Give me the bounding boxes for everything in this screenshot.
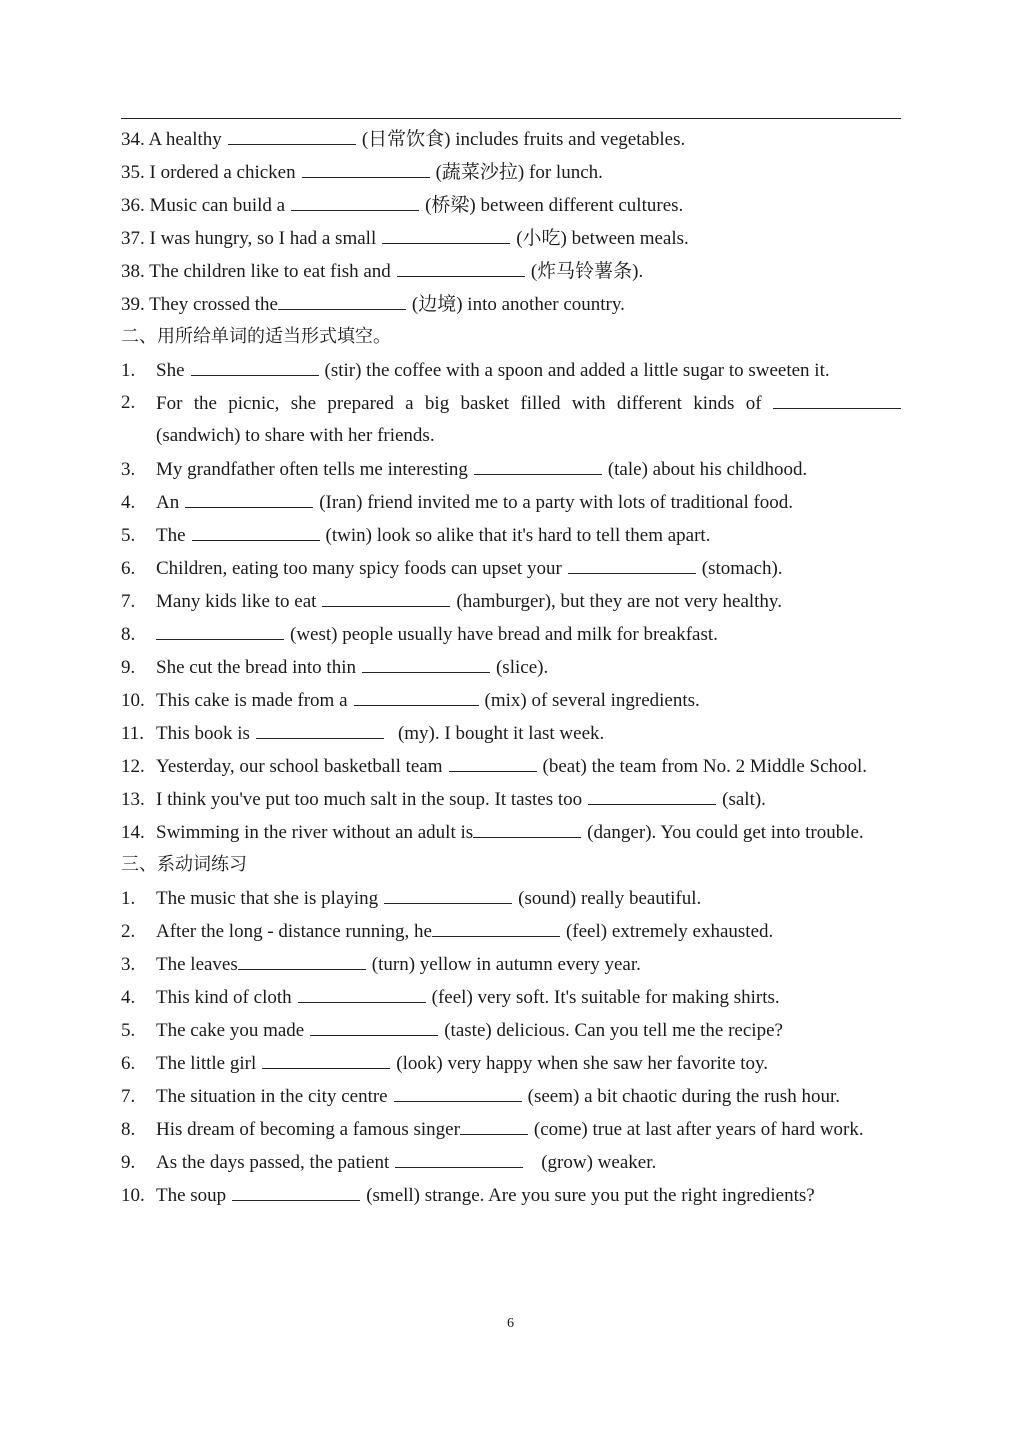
- question-number: 5.: [121, 525, 136, 546]
- question-37: [121, 226, 911, 251]
- word: basket: [460, 393, 510, 414]
- question-number: 10.: [121, 690, 145, 711]
- question-39: [121, 292, 911, 317]
- s3-question-4: [121, 985, 911, 1010]
- question-text: The little girl: [156, 1053, 257, 1074]
- answer-blank[interactable]: [397, 259, 525, 277]
- s3-question-10: [121, 1183, 911, 1208]
- page-number: 6: [507, 1316, 514, 1331]
- question-text: She: [156, 360, 185, 381]
- answer-blank[interactable]: [432, 919, 560, 937]
- question-text: This cake is made from a: [156, 690, 348, 711]
- question-number: 37.: [121, 228, 145, 249]
- s3-question-9: [121, 1150, 911, 1175]
- s2-question-8: [121, 622, 911, 647]
- question-number: 35.: [121, 162, 145, 183]
- answer-blank[interactable]: [232, 1183, 360, 1201]
- s3-question-6: [121, 1051, 911, 1076]
- question-number: 2.: [121, 921, 136, 942]
- answer-blank[interactable]: [588, 787, 716, 805]
- word: different: [616, 393, 682, 414]
- word: big: [424, 393, 450, 414]
- s3-question-2: [121, 919, 911, 944]
- question-text: This kind of cloth: [156, 987, 292, 1008]
- question-text: (grow) weaker.: [541, 1152, 657, 1173]
- question-text: An: [156, 492, 180, 513]
- question-number: 9.: [121, 1152, 136, 1173]
- question-text: She cut the bread into thin: [156, 657, 356, 678]
- word: with: [571, 393, 606, 414]
- s3-question-5: [121, 1018, 911, 1043]
- s2-question-4: [121, 490, 911, 515]
- s2-question-13: [121, 787, 911, 812]
- question-number: 6.: [121, 558, 136, 579]
- question-text: Yesterday, our school basketball team: [156, 756, 443, 777]
- question-text: I was hungry, so I had a small: [149, 228, 377, 249]
- question-hint: (日常饮食) includes fruits and vegetables.: [361, 129, 686, 150]
- question-number: 8.: [121, 1119, 136, 1140]
- word: picnic,: [228, 393, 280, 414]
- s2-question-11: [121, 721, 911, 746]
- question-text: After the long - distance running, he: [156, 921, 432, 942]
- question-number: 38.: [121, 261, 145, 282]
- answer-blank[interactable]: [256, 721, 384, 739]
- answer-blank[interactable]: [362, 655, 490, 673]
- question-text: (my). I bought it last week.: [397, 723, 605, 744]
- answer-blank[interactable]: [568, 556, 696, 574]
- word: filled: [520, 393, 561, 414]
- question-text: (tale) about his childhood.: [607, 459, 808, 480]
- question-number: 4.: [121, 987, 136, 1008]
- answer-blank[interactable]: [191, 358, 319, 376]
- answer-blank[interactable]: [394, 1084, 522, 1102]
- word: the: [193, 393, 217, 414]
- question-text: (danger). You could get into trouble.: [587, 822, 864, 843]
- question-text: [156, 391, 901, 416]
- s2-question-2: [121, 391, 901, 416]
- question-number: 11.: [121, 723, 145, 744]
- s2-question-10: [121, 688, 911, 713]
- question-number: 10.: [121, 1185, 145, 1206]
- question-number: 8.: [121, 624, 136, 645]
- question-text: (hamburger), but they are not very healthy.: [456, 591, 782, 612]
- question-hint: (桥梁) between different cultures.: [425, 195, 684, 216]
- question-text: The soup: [156, 1185, 227, 1206]
- answer-blank[interactable]: [460, 1117, 528, 1135]
- answer-blank[interactable]: [473, 820, 581, 838]
- s2-question-6: [121, 556, 911, 581]
- question-text: The situation in the city centre: [156, 1086, 388, 1107]
- question-number: 5.: [121, 1020, 136, 1041]
- question-number: 9.: [121, 657, 136, 678]
- s3-question-3: [121, 952, 911, 977]
- question-text: (feel) very soft. It's suitable for making shirts.: [431, 987, 780, 1008]
- answer-blank[interactable]: [291, 193, 419, 211]
- question-34: [121, 127, 911, 152]
- question-text: (sound) really beautiful.: [518, 888, 702, 909]
- question-number: 1.: [121, 888, 136, 909]
- question-text: (turn) yellow in autumn every year.: [371, 954, 641, 975]
- top-rule: [121, 118, 901, 119]
- question-text: This book is: [156, 723, 250, 744]
- question-text: (slice).: [495, 657, 549, 678]
- answer-blank[interactable]: [278, 292, 406, 310]
- question-text: (beat) the team from No. 2 Middle School.: [542, 756, 868, 777]
- question-number: 7.: [121, 591, 136, 612]
- question-hint: (边境) into another country.: [411, 294, 625, 315]
- s2-question-9: [121, 655, 911, 680]
- question-number: 14.: [121, 822, 145, 843]
- s2-question-5: [121, 523, 911, 548]
- question-number: 3.: [121, 459, 136, 480]
- answer-blank[interactable]: [773, 391, 901, 409]
- question-number: 1.: [121, 360, 136, 381]
- question-number: 34.: [121, 129, 145, 150]
- answer-blank[interactable]: [449, 754, 537, 772]
- s2-question-12: [121, 754, 911, 779]
- question-number: 7.: [121, 1086, 136, 1107]
- answer-blank[interactable]: [474, 457, 602, 475]
- s2-question-14: [121, 820, 911, 845]
- question-number: 13.: [121, 789, 145, 810]
- answer-blank[interactable]: [238, 952, 366, 970]
- question-text: (seem) a bit chaotic during the rush hour.: [527, 1086, 840, 1107]
- word: prepared: [327, 393, 394, 414]
- s3-question-1: [121, 886, 911, 911]
- question-text: Many kids like to eat: [156, 591, 317, 612]
- word: a: [405, 393, 414, 414]
- question-text: His dream of becoming a famous singer: [156, 1119, 460, 1140]
- question-text: (mix) of several ingredients.: [484, 690, 700, 711]
- question-text: (Iran) friend invited me to a party with lots of traditional food.: [319, 492, 794, 513]
- question-text: I ordered a chicken: [149, 162, 296, 183]
- question-text: (look) very happy when she saw her favorite toy.: [396, 1053, 769, 1074]
- question-number: 3.: [121, 954, 136, 975]
- question-text: Swimming in the river without an adult is: [156, 822, 474, 843]
- answer-blank[interactable]: [395, 1150, 523, 1168]
- question-number: 4.: [121, 492, 136, 513]
- question-text: The: [156, 525, 186, 546]
- answer-blank[interactable]: [302, 160, 430, 178]
- question-36: [121, 193, 911, 218]
- question-text: They crossed the: [149, 294, 278, 315]
- question-text: (twin) look so alike that it's hard to tell them apart.: [325, 525, 711, 546]
- question-text: (stomach).: [701, 558, 783, 579]
- question-text: The leaves: [156, 954, 238, 975]
- question-text: (smell) strange. Are you sure you put the right ingredients?: [366, 1185, 815, 1206]
- answer-blank[interactable]: [384, 886, 512, 904]
- question-text: My grandfather often tells me interesting: [156, 459, 468, 480]
- question-text: Children, eating too many spicy foods can upset your: [156, 558, 562, 579]
- word: kinds: [693, 393, 735, 414]
- question-hint: (炸马铃薯条).: [530, 261, 644, 282]
- question-35: [121, 160, 911, 185]
- s3-question-8: [121, 1117, 911, 1142]
- answer-blank[interactable]: [298, 985, 426, 1003]
- question-number: 2.: [121, 392, 136, 413]
- question-text: The music that she is playing: [156, 888, 379, 909]
- question-text: (taste) delicious. Can you tell me the recipe?: [444, 1020, 783, 1041]
- answer-blank[interactable]: [310, 1018, 438, 1036]
- question-text: Music can build a: [149, 195, 286, 216]
- question-hint: (小吃) between meals.: [516, 228, 689, 249]
- question-text: (salt).: [722, 789, 766, 810]
- question-number: 36.: [121, 195, 145, 216]
- answer-blank[interactable]: [228, 127, 356, 145]
- question-hint: (蔬菜沙拉) for lunch.: [435, 162, 603, 183]
- s2-question-1: [121, 358, 911, 383]
- word: For: [156, 393, 183, 414]
- s2-question-2-cont: (sandwich) to share with her friends.: [156, 425, 435, 446]
- answer-blank[interactable]: [192, 523, 320, 541]
- s2-question-7: [121, 589, 911, 614]
- question-number: 12.: [121, 756, 145, 777]
- s3-question-7: [121, 1084, 911, 1109]
- answer-blank[interactable]: [322, 589, 450, 607]
- section-3-heading: 三、系动词练习: [121, 854, 247, 875]
- answer-blank[interactable]: [156, 622, 284, 640]
- question-text: (come) true at last after years of hard work.: [533, 1119, 864, 1140]
- answer-blank[interactable]: [185, 490, 313, 508]
- question-38: [121, 259, 911, 284]
- question-text: (west) people usually have bread and milk for breakfast.: [290, 624, 718, 645]
- question-text: A healthy: [148, 129, 222, 150]
- word: of: [745, 393, 762, 414]
- question-text: I think you've put too much salt in the soup. It tastes too: [156, 789, 583, 810]
- question-number: 6.: [121, 1053, 136, 1074]
- question-text: (stir) the coffee with a spoon and added a little sugar to sweeten it.: [324, 360, 830, 381]
- answer-blank[interactable]: [354, 688, 479, 706]
- word: she: [290, 393, 317, 414]
- section-2-heading: 二、用所给单词的适当形式填空。: [121, 326, 391, 347]
- s2-question-3: [121, 457, 911, 482]
- question-text: As the days passed, the patient: [156, 1152, 390, 1173]
- answer-blank[interactable]: [262, 1051, 390, 1069]
- question-number: 39.: [121, 294, 145, 315]
- question-text: The children like to eat fish and: [149, 261, 391, 282]
- question-text: The cake you made: [156, 1020, 305, 1041]
- question-text: (feel) extremely exhausted.: [565, 921, 774, 942]
- answer-blank[interactable]: [382, 226, 510, 244]
